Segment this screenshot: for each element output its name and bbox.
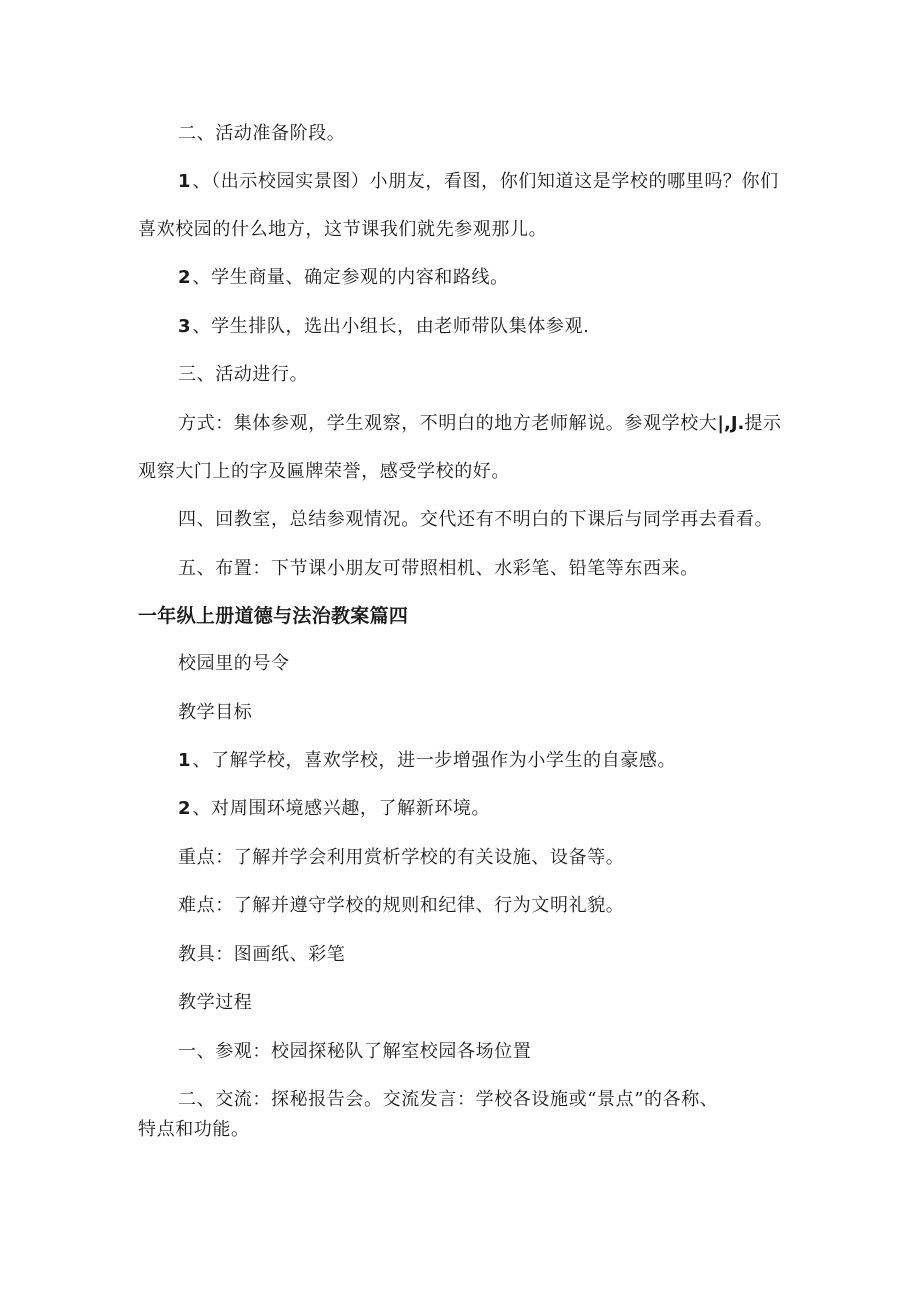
item-text: 、学生排队，选出小组长，由老师带队集体参观. <box>192 316 590 337</box>
item-text: 、（出示校园实景图）小朋友，看图，你们知道这是学校的哪里吗？你们 <box>192 171 779 192</box>
section-heading: 一年纵上册道德与法治教案篇四 <box>138 605 409 627</box>
stage2-item-3 <box>178 315 589 339</box>
tools: 教具：图画纸、彩笔 <box>178 944 346 965</box>
method-line2: 观察大门上的字及匾牌荣誉，感受学校的好。 <box>138 461 510 482</box>
process-item-1: 一、参观：校园探秘队了解室校园各场位置 <box>178 1041 532 1062</box>
item-number: 2 <box>178 267 191 288</box>
goal-item-1 <box>178 749 676 773</box>
lesson-title: 校园里的号令 <box>178 653 290 674</box>
difficulty: 难点：了解并遵守学校的规则和纪律、行为文明礼貌。 <box>178 895 625 916</box>
method-text-b: |,J. <box>717 413 745 434</box>
item-number: 1 <box>178 750 191 771</box>
item-number: 1 <box>178 171 191 192</box>
item-text: 、对周围环境感兴趣，了解新环境。 <box>192 798 491 819</box>
item-number: 2 <box>178 798 191 819</box>
stage4: 四、回教室，总结参观情况。交代还有不明白的下课后与同学再去看看。 <box>178 509 774 530</box>
item-number: 3 <box>178 316 191 337</box>
method-line1 <box>178 412 782 436</box>
stage3-title: 三、活动进行。 <box>178 364 309 385</box>
stage2-title: 二、活动准备阶段。 <box>178 123 346 144</box>
method-text-a: 方式：集体参观，学生观察，不明白的地方老师解说。参观学校大 <box>178 413 718 434</box>
stage2-item-2 <box>178 266 509 290</box>
stage2-item-1-line1 <box>178 170 779 194</box>
item-text: 、学生商量、确定参观的内容和路线。 <box>192 267 509 288</box>
goal-item-2 <box>178 797 490 821</box>
stage5: 五、布置：下节课小朋友可带照相机、水彩笔、铅笔等东西来。 <box>178 558 699 579</box>
item-text: 、了解学校，喜欢学校，进一步增强作为小学生的自豪感。 <box>192 750 677 771</box>
process-item-2-line2: 特点和功能。 <box>138 1119 250 1140</box>
goals-title: 教学目标 <box>178 702 253 723</box>
process-title: 教学过程 <box>178 992 253 1013</box>
method-text-c: 提示 <box>744 413 782 434</box>
key-point: 重点：了解并学会利用赏析学校的有关设施、设备等。 <box>178 847 625 868</box>
process-item-2-line1: 二、交流：探秘报告会。交流发言：学校各设施或“景点”的各称、 <box>178 1089 719 1110</box>
stage2-item-1-line2: 喜欢校园的什么地方，这节课我们就先参观那儿。 <box>138 219 548 240</box>
